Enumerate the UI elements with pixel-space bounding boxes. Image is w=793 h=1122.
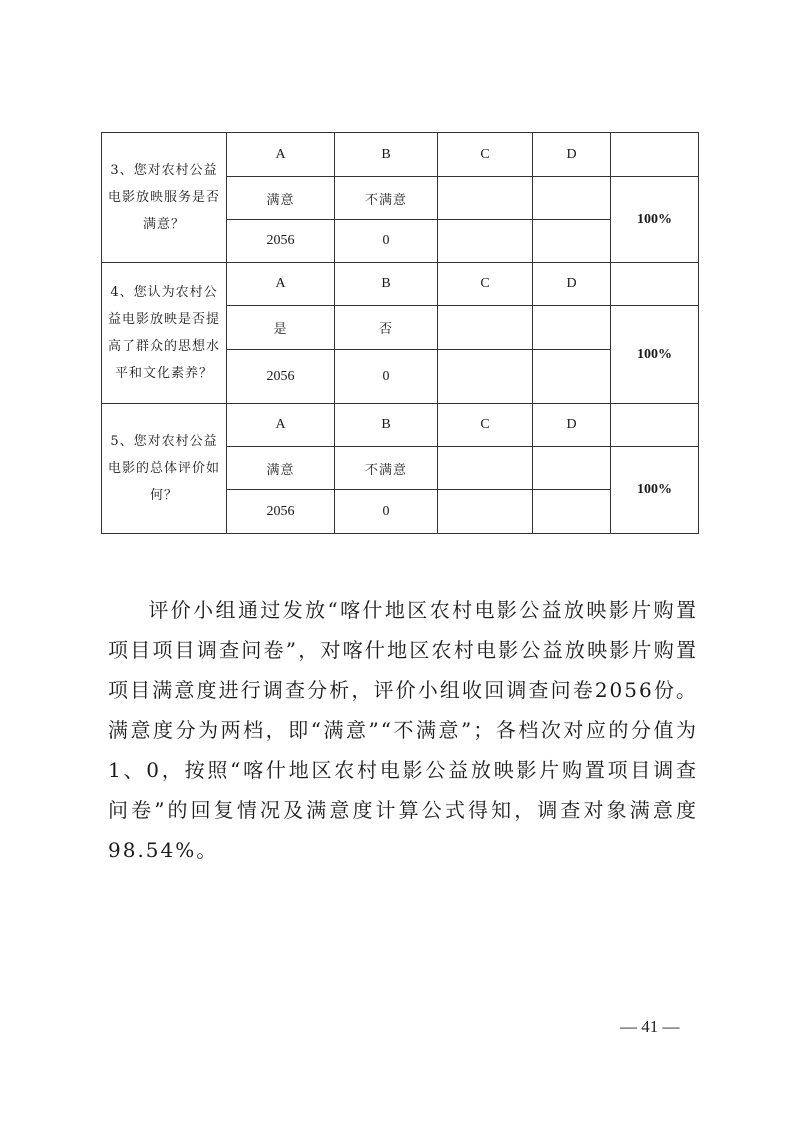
satisfaction-percent: 100% (611, 177, 699, 263)
page-number: — 41 — (620, 1017, 680, 1036)
option-header-c: C (438, 263, 533, 306)
count-c (438, 350, 533, 404)
count-b: 0 (335, 490, 438, 534)
option-header-b: B (335, 133, 438, 177)
option-header-a: A (227, 133, 335, 177)
option-header-d: D (533, 263, 611, 306)
count-d (533, 350, 611, 404)
option-header-c: C (438, 404, 533, 447)
option-header-b: B (335, 404, 438, 447)
option-header-a: A (227, 404, 335, 447)
body-text: 评价小组通过发放“喀什地区农村电影公益放映影片购置项目项目调查问卷”，对喀什地区农村电影公益放映影片购置项目满意度进行调查分析，评价小组收回调查问卷2056份。满意度分为两档，即“满意”“不满意”；各档次对应的分值为1、0，按照“喀什地区农村电影公益放映影片购置项目调查问卷”的回复情况及满意度计算公式得知，调查对象满意度98.54%。 (108, 598, 698, 862)
option-header-c: C (438, 133, 533, 177)
option-label-a: 满意 (227, 447, 335, 490)
count-c (438, 220, 533, 263)
count-d (533, 490, 611, 534)
option-label-c (438, 306, 533, 350)
option-label-c (438, 447, 533, 490)
option-header-d: D (533, 404, 611, 447)
option-label-d (533, 177, 611, 220)
table-row-q5-headers (102, 404, 699, 447)
satisfaction-percent: 100% (611, 447, 699, 534)
count-b: 0 (335, 350, 438, 404)
count-a: 2056 (227, 350, 335, 404)
empty-cell (611, 263, 699, 306)
option-label-b: 不满意 (335, 177, 438, 220)
empty-cell (611, 133, 699, 177)
option-label-a: 是 (227, 306, 335, 350)
question-cell: 5、您对农村公益电影的总体评价如何？ (102, 404, 227, 534)
table-row-q4-headers (102, 263, 699, 306)
question-cell: 4、您认为农村公益电影放映是否提高了群众的思想水平和文化素养？ (102, 263, 227, 404)
option-header-a: A (227, 263, 335, 306)
option-label-a: 满意 (227, 177, 335, 220)
survey-results-table (101, 132, 699, 534)
option-label-d (533, 306, 611, 350)
option-label-d (533, 447, 611, 490)
option-label-b: 不满意 (335, 447, 438, 490)
option-header-b: B (335, 263, 438, 306)
question-cell: 3、您对农村公益电影放映服务是否满意？ (102, 133, 227, 263)
option-label-c (438, 177, 533, 220)
option-header-d: D (533, 133, 611, 177)
count-c (438, 490, 533, 534)
count-b: 0 (335, 220, 438, 263)
option-label-b: 否 (335, 306, 438, 350)
count-a: 2056 (227, 490, 335, 534)
count-d (533, 220, 611, 263)
body-paragraph (108, 590, 698, 870)
satisfaction-percent: 100% (611, 306, 699, 404)
count-a: 2056 (227, 220, 335, 263)
empty-cell (611, 404, 699, 447)
table-row-q3-headers (102, 133, 699, 177)
